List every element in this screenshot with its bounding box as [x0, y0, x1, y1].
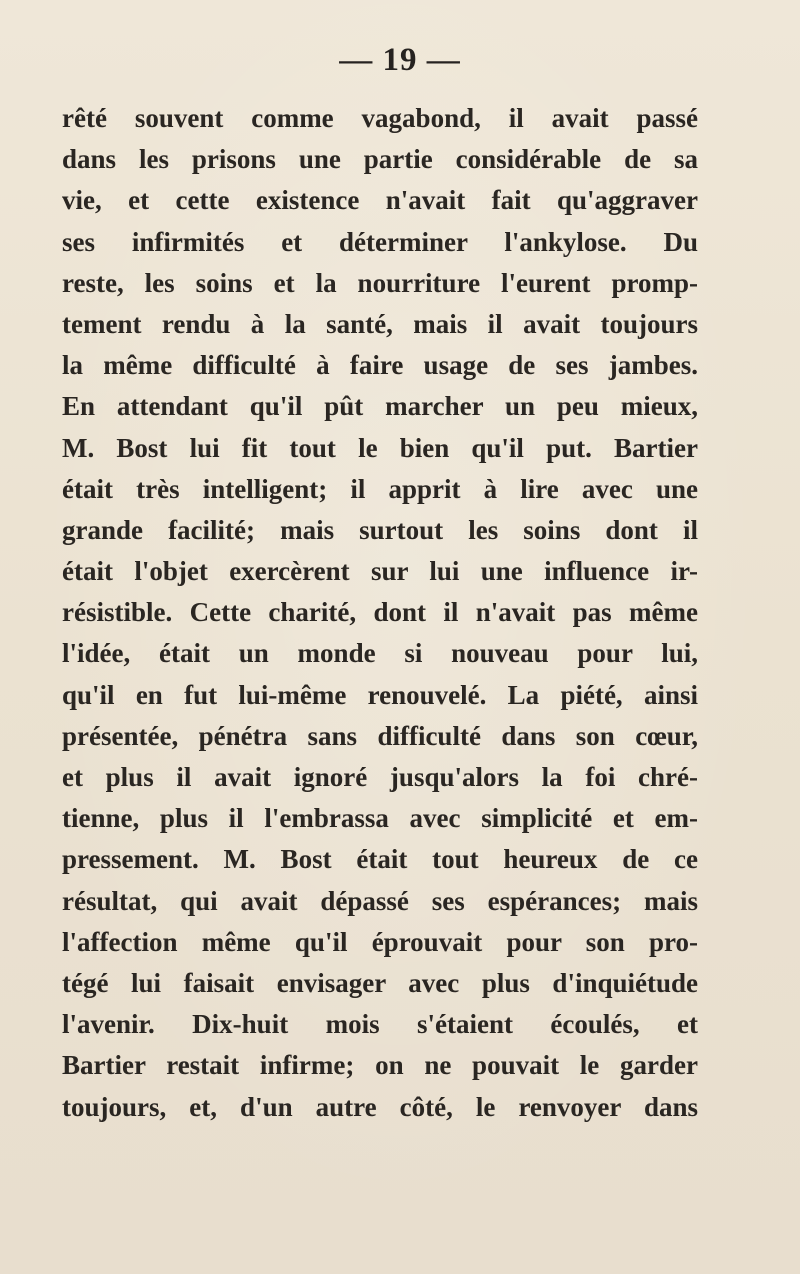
text-line: présentée, pénétra sans difficulté dans son cœur,	[62, 720, 698, 751]
text-line: grande facilité; mais surtout les soins dont il	[62, 514, 698, 545]
text-line: résultat, qui avait dépassé ses espérances; mais	[62, 885, 698, 916]
text-line: rêté souvent comme vagabond, il avait passé	[62, 103, 698, 133]
text-line: était très intelligent; il apprit à lire avec une	[62, 473, 698, 504]
page-text-body	[62, 98, 698, 1128]
text-line: tégé lui faisait envisager avec plus d'inquiétude	[62, 967, 698, 998]
text-line: Bartier restait infirme; on ne pouvait le garder	[62, 1050, 698, 1081]
text-line: En attendant qu'il pût marcher un peu mieux,	[62, 391, 698, 422]
text-line: M. Bost lui fit tout le bien qu'il put. Bartier	[62, 432, 698, 463]
text-line: dans les prisons une partie considérable de sa	[62, 144, 698, 175]
text-line: vie, et cette existence n'avait fait qu'aggraver	[62, 185, 698, 216]
text-line: la même difficulté à faire usage de ses jambes.	[62, 350, 698, 381]
text-line: était l'objet exercèrent sur lui une influence ir-	[62, 556, 698, 587]
text-line: tement rendu à la santé, mais il avait toujours	[62, 308, 698, 339]
text-line: l'idée, était un monde si nouveau pour lui,	[62, 638, 698, 669]
text-line: l'avenir. Dix-huit mois s'étaient écoulés, et	[62, 1009, 698, 1040]
text-line: toujours, et, d'un autre côté, le renvoyer dans	[62, 1091, 698, 1122]
text-line: qu'il en fut lui-même renouvelé. La piété, ainsi	[62, 679, 698, 710]
text-line: tienne, plus il l'embrassa avec simplicité et em-	[62, 803, 698, 834]
text-line: pressement. M. Bost était tout heureux de ce	[62, 844, 698, 875]
text-line: ses infirmités et déterminer l'ankylose. Du	[62, 226, 698, 257]
text-line: et plus il avait ignoré jusqu'alors la foi chré-	[62, 762, 698, 792]
page-number: — 19 —	[339, 42, 461, 78]
text-line: l'affection même qu'il éprouvait pour son pro-	[62, 926, 698, 957]
text-line: reste, les soins et la nourriture l'eurent promp-	[62, 267, 698, 298]
text-line: résistible. Cette charité, dont il n'avait pas même	[62, 597, 698, 628]
